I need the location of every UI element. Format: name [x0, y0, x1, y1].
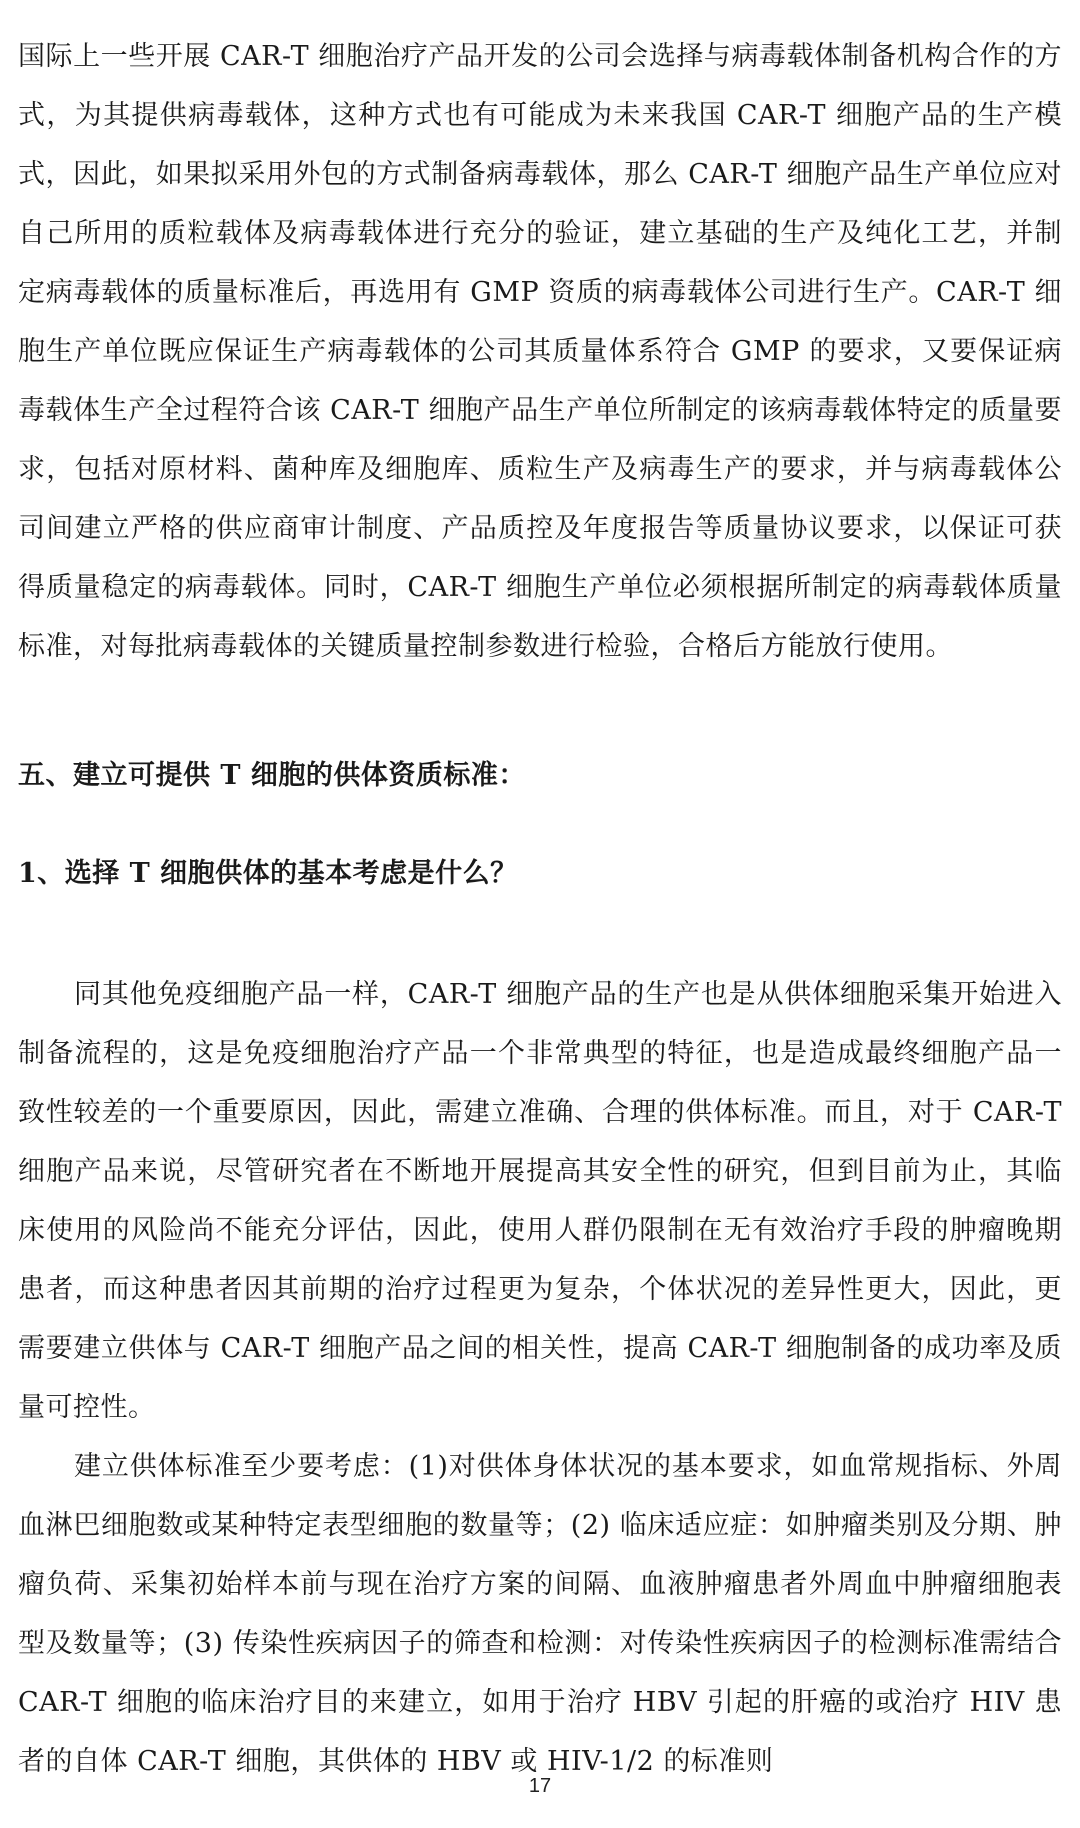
paragraph-viral-vector-outsourcing: 国际上一些开展 CAR-T 细胞治疗产品开发的公司会选择与病毒载体制备机构合作的方式，为其提供病毒载体，这种方式也有可能成为未来我国 CAR-T 细胞产品的生产模式，因此，如果拟采用外包的方式制备病毒载体，那么 CAR-T 细胞产品生产单位应对自己所用的质粒载体及病毒载体进行充分的验证，建立基础的生产及纯化工艺，并制定病毒载体的质量标准后，再选用有 GMP 资质的病毒载体公司进行生产。CAR-T 细胞生产单位既应保证生产病毒载体的公司其质量体系符合 GMP 的要求，又要保证病毒载体生产全过程符合该 CAR-T 细胞产品生产单位所制定的该病毒载体特定的质量要求，包括对原材料、菌种库及细胞库、质粒生产及病毒生产的要求，并与病毒载体公司间建立严格的供应商审计制度、产品质控及年度报告等质量协议要求，以保证可获得质量稳定的病毒载体。同时，CAR-T 细胞生产单位必须根据所制定的病毒载体质量标准，对每批病毒载体的关键质量控制参数进行检验，合格后方能放行使用。: [18, 41, 1062, 662]
page-number: 17: [528, 1775, 552, 1797]
section-heading-donor-standards: 五、建立可提供 T 细胞的供体资质标准：: [18, 760, 526, 791]
paragraph-donor-standard-requirements: 建立供体标准至少要考虑：(1)对供体身体状况的基本要求，如血常规指标、外周血淋巴细胞数或某种特定表型细胞的数量等；(2) 临床适应症：如肿瘤类别及分期、肿瘤负荷、采集初始样本前与现在治疗方案的间隔、血液肿瘤患者外周血中肿瘤细胞表型及数量等；(3) 传染性疾病因子的筛查和检测：对传染性疾病因子的检测标准需结合 CAR-T 细胞的临床治疗目的来建立，如用于治疗 HBV 引起的肝癌的或治疗 HIV 患者的自体 CAR-T 细胞，其供体的 HBV 或 HIV-1/2 的标准则: [18, 1451, 1062, 1777]
paragraph-donor-cell-collection: 同其他免疫细胞产品一样，CAR-T 细胞产品的生产也是从供体细胞采集开始进入制备流程的，这是免疫细胞治疗产品一个非常典型的特征，也是造成最终细胞产品一致性较差的一个重要原因，因此，需建立准确、合理的供体标准。而且，对于 CAR-T 细胞产品来说，尽管研究者在不断地开展提高其安全性的研究，但到目前为止，其临床使用的风险尚不能充分评估，因此，使用人群仍限制在无有效治疗手段的肿瘤晚期患者，而这种患者因其前期的治疗过程更为复杂，个体状况的差异性更大，因此，更需要建立供体与 CAR-T 细胞产品之间的相关性，提高 CAR-T 细胞制备的成功率及质量可控性。: [18, 979, 1062, 1423]
subsection-heading-donor-considerations: 1、选择 T 细胞供体的基本考虑是什么？: [18, 858, 518, 889]
